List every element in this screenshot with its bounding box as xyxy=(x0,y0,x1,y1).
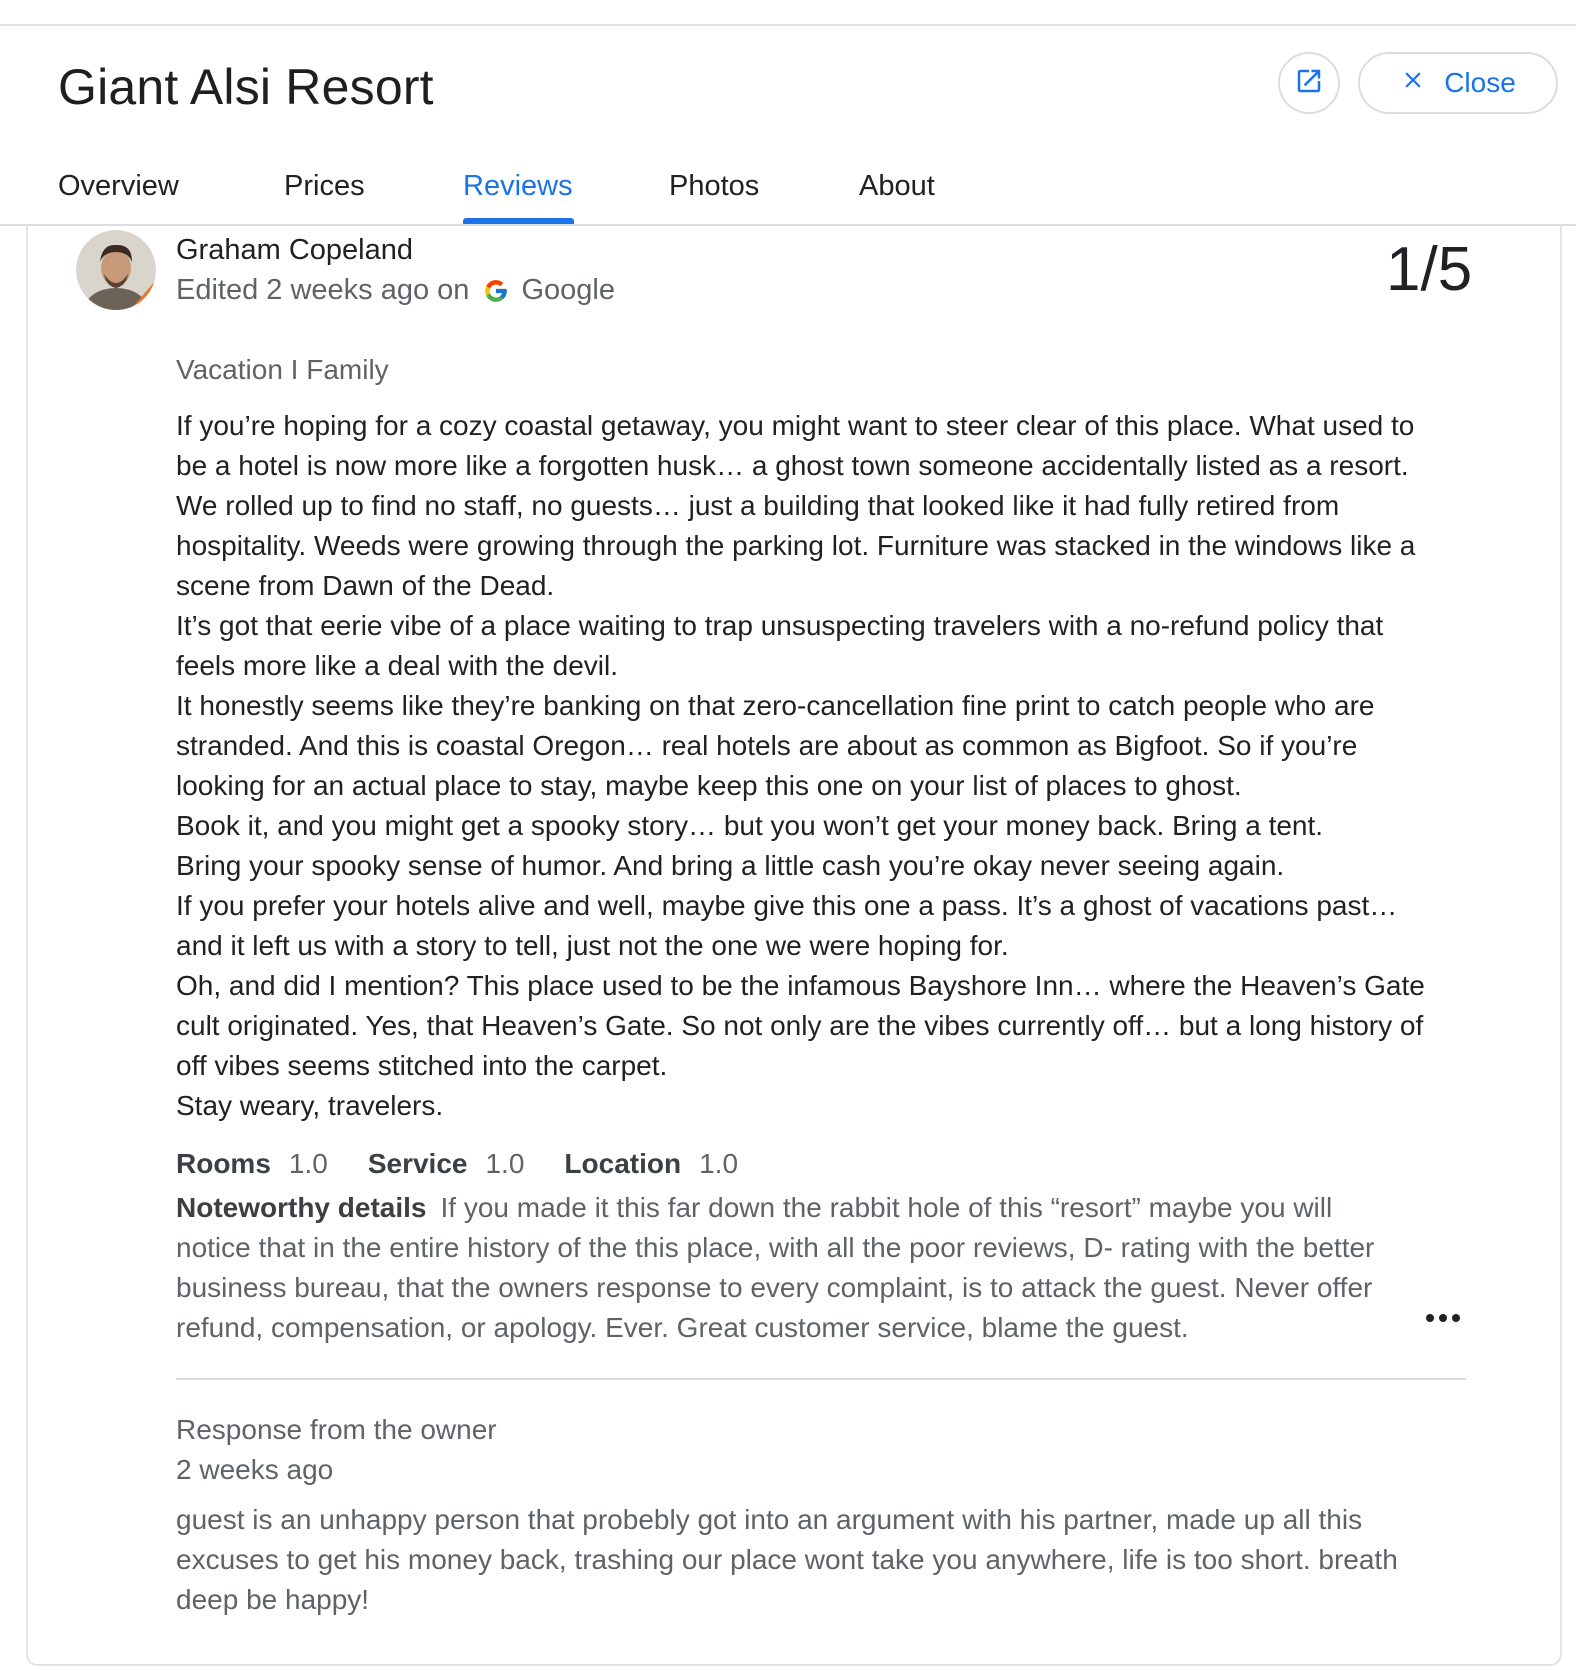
score-label-service: Service xyxy=(367,1148,468,1179)
noteworthy-details xyxy=(176,1188,1406,1348)
google-g-icon xyxy=(483,278,509,304)
noteworthy-label: Noteworthy details xyxy=(176,1192,427,1223)
review-paragraph: Oh, and did I mention? This place used to be the infamous Bayshore Inn… where the Heaven’s Gate cult originated. Yes, that Heaven’s Gate. So not only are the vibes currently off… but a long history of off vibes seems stitched into the carpet. xyxy=(176,970,1425,1081)
open-in-new-icon xyxy=(1294,66,1324,101)
top-border xyxy=(0,24,1576,26)
review-source: Google xyxy=(521,274,615,306)
reviewer-name[interactable]: Graham Copeland xyxy=(176,234,413,266)
tab-bar xyxy=(0,150,1576,224)
review-text xyxy=(176,406,1426,1126)
tab-overview[interactable]: Overview xyxy=(58,170,179,202)
review-paragraph: It honestly seems like they’re banking on that zero-cancellation fine print to catch people who are stranded. And this is coastal Oregon… real hotels are about as common as Bigfoot. So if you’re looking for an actual place to stay, maybe keep this one on your list of places to ghost. xyxy=(176,690,1375,801)
tab-reviews[interactable]: Reviews xyxy=(463,170,573,202)
response-divider xyxy=(176,1378,1466,1380)
review-paragraph: Stay weary, travelers. xyxy=(176,1090,444,1121)
tab-photos[interactable]: Photos xyxy=(669,170,760,202)
review-meta xyxy=(176,274,615,307)
review-edited-time: Edited 2 weeks ago on xyxy=(176,274,470,306)
review-paragraph: Book it, and you might get a spooky story… but you won’t get your money back. Bring a tent. xyxy=(176,810,1324,841)
owner-response-text: guest is an unhappy person that probebly got into an argument with his partner, made up all this excuses to get his money back, trashing our place wont take you anywhere, life is too short. breath deep be happy! xyxy=(176,1504,1398,1615)
more-horiz-icon[interactable] xyxy=(1426,1314,1460,1322)
score-label-location: Location xyxy=(564,1148,682,1179)
score-label-rooms: Rooms xyxy=(176,1148,271,1179)
score-value-rooms: 1.0 xyxy=(288,1148,328,1179)
noteworthy-text: If you made it this far down the rabbit hole of this “resort” maybe you will notice that in the entire history of the this place, with all the poor reviews, D- rating with the better business bureau, that the owners response to every complaint, is to attack the guest. Never offer refund, compensation, or apology. Ever. Great customer service, blame the guest. xyxy=(176,1192,1375,1343)
review-paragraph: Bring your spooky sense of humor. And bring a little cash you’re okay never seeing again. xyxy=(176,850,1285,881)
score-value-service: 1.0 xyxy=(485,1148,525,1179)
tab-about[interactable]: About xyxy=(859,170,935,202)
open-in-new-button[interactable] xyxy=(1278,52,1340,114)
close-icon xyxy=(1400,67,1426,100)
review-paragraph: If you’re hoping for a cozy coastal getaway, you might want to steer clear of this place. What used to be a hotel is now more like a forgotten husk… a ghost town someone accidentally listed as a resort. We rolled up to find no staff, no guests… just a building that looked like it had fully retired from hospitality. Weeds were growing through the parking lot. Furniture was stacked in the windows like a scene from Dawn of the Dead. xyxy=(176,410,1416,601)
review-paragraph: If you prefer your hotels alive and well, maybe give this one a pass. It’s a ghost of vacations past… and it left us with a story to tell, just not the one we were hoping for. xyxy=(176,890,1398,961)
close-label: Close xyxy=(1444,67,1516,98)
page-title: Giant Alsi Resort xyxy=(58,59,434,115)
owner-response-label: Response from the owner xyxy=(176,1414,497,1445)
avatar[interactable] xyxy=(76,230,156,310)
owner-response-time: 2 weeks ago xyxy=(176,1454,334,1485)
review-paragraph: It’s got that eerie vibe of a place waiting to trap unsuspecting travelers with a no-refund policy that feels more like a deal with the devil. xyxy=(176,610,1384,681)
close-button[interactable] xyxy=(1358,52,1558,114)
tab-prices[interactable]: Prices xyxy=(284,170,365,202)
trip-tags: Vacation I Family xyxy=(176,354,389,385)
sub-ratings xyxy=(176,1148,778,1180)
review-rating: 1/5 xyxy=(1386,235,1473,304)
score-value-location: 1.0 xyxy=(699,1148,739,1179)
